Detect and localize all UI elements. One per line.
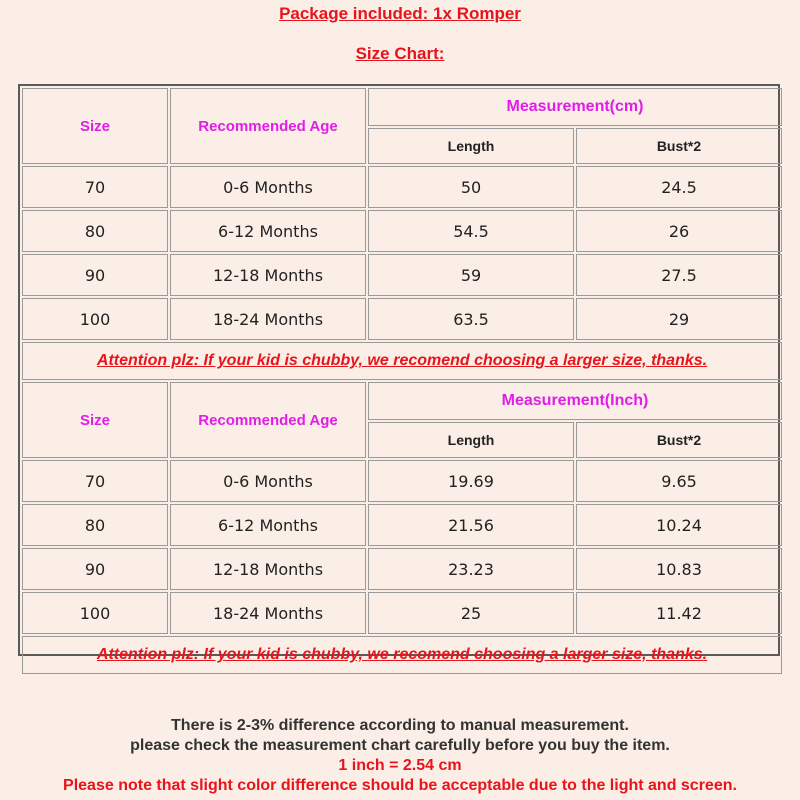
cell-length: 54.5 xyxy=(368,210,574,252)
header-recommended-age: Recommended Age xyxy=(170,382,366,458)
header-measurement-inch: Measurement(Inch) xyxy=(368,382,782,420)
header-length: Length xyxy=(368,422,574,458)
cell-size: 70 xyxy=(22,460,168,502)
cell-age: 0-6 Months xyxy=(170,460,366,502)
cell-bust: 9.65 xyxy=(576,460,782,502)
cell-length: 63.5 xyxy=(368,298,574,340)
cell-age: 0-6 Months xyxy=(170,166,366,208)
notes-block xyxy=(0,716,800,796)
table-row xyxy=(22,298,782,340)
cell-length: 23.23 xyxy=(368,548,574,590)
table-row xyxy=(22,548,782,590)
size-chart-table xyxy=(18,84,780,663)
header-size: Size xyxy=(22,88,168,164)
cell-size: 80 xyxy=(22,210,168,252)
cell-length: 25 xyxy=(368,592,574,634)
cell-length: 21.56 xyxy=(368,504,574,546)
cell-size: 80 xyxy=(22,504,168,546)
cell-bust: 11.42 xyxy=(576,592,782,634)
table-row xyxy=(22,254,782,296)
cell-age: 12-18 Months xyxy=(170,548,366,590)
cell-size: 90 xyxy=(22,548,168,590)
table-row xyxy=(22,592,782,634)
header-recommended-age: Recommended Age xyxy=(170,88,366,164)
cell-age: 6-12 Months xyxy=(170,504,366,546)
cell-age: 18-24 Months xyxy=(170,592,366,634)
cell-bust: 29 xyxy=(576,298,782,340)
cell-size: 90 xyxy=(22,254,168,296)
cell-age: 18-24 Months xyxy=(170,298,366,340)
cell-size: 70 xyxy=(22,166,168,208)
attention-note-inch: Attention plz: If your kid is chubby, we recomend choosing a larger size, thanks. xyxy=(22,636,782,674)
table-row xyxy=(22,210,782,252)
package-included-heading: Package included: 1x Romper xyxy=(279,4,521,23)
cell-length: 19.69 xyxy=(368,460,574,502)
note-color-difference: Please note that slight color difference should be acceptable due to the light and screen. xyxy=(63,777,737,794)
cell-bust: 26 xyxy=(576,210,782,252)
size-chart-heading: Size Chart: xyxy=(355,44,445,63)
cell-age: 12-18 Months xyxy=(170,254,366,296)
table-row xyxy=(22,504,782,546)
note-inch-conversion: 1 inch = 2.54 cm xyxy=(338,757,462,774)
cell-bust: 27.5 xyxy=(576,254,782,296)
cell-length: 50 xyxy=(368,166,574,208)
header-length: Length xyxy=(368,128,574,164)
table-row xyxy=(22,460,782,502)
cell-bust: 10.83 xyxy=(576,548,782,590)
note-measurement-difference: There is 2-3% difference according to manual measurement. xyxy=(171,717,629,734)
attention-note-cm: Attention plz: If your kid is chubby, we recomend choosing a larger size, thanks. xyxy=(22,342,782,380)
header-bust: Bust*2 xyxy=(576,128,782,164)
cell-length: 59 xyxy=(368,254,574,296)
cm-section xyxy=(22,88,782,380)
note-check-chart: please check the measurement chart carefully before you buy the item. xyxy=(130,737,670,754)
cell-bust: 24.5 xyxy=(576,166,782,208)
header-measurement-cm: Measurement(cm) xyxy=(368,88,782,126)
header-size: Size xyxy=(22,382,168,458)
cell-size: 100 xyxy=(22,298,168,340)
cell-bust: 10.24 xyxy=(576,504,782,546)
cell-size: 100 xyxy=(22,592,168,634)
cell-age: 6-12 Months xyxy=(170,210,366,252)
inch-section xyxy=(22,382,782,674)
header-bust: Bust*2 xyxy=(576,422,782,458)
table-row xyxy=(22,166,782,208)
